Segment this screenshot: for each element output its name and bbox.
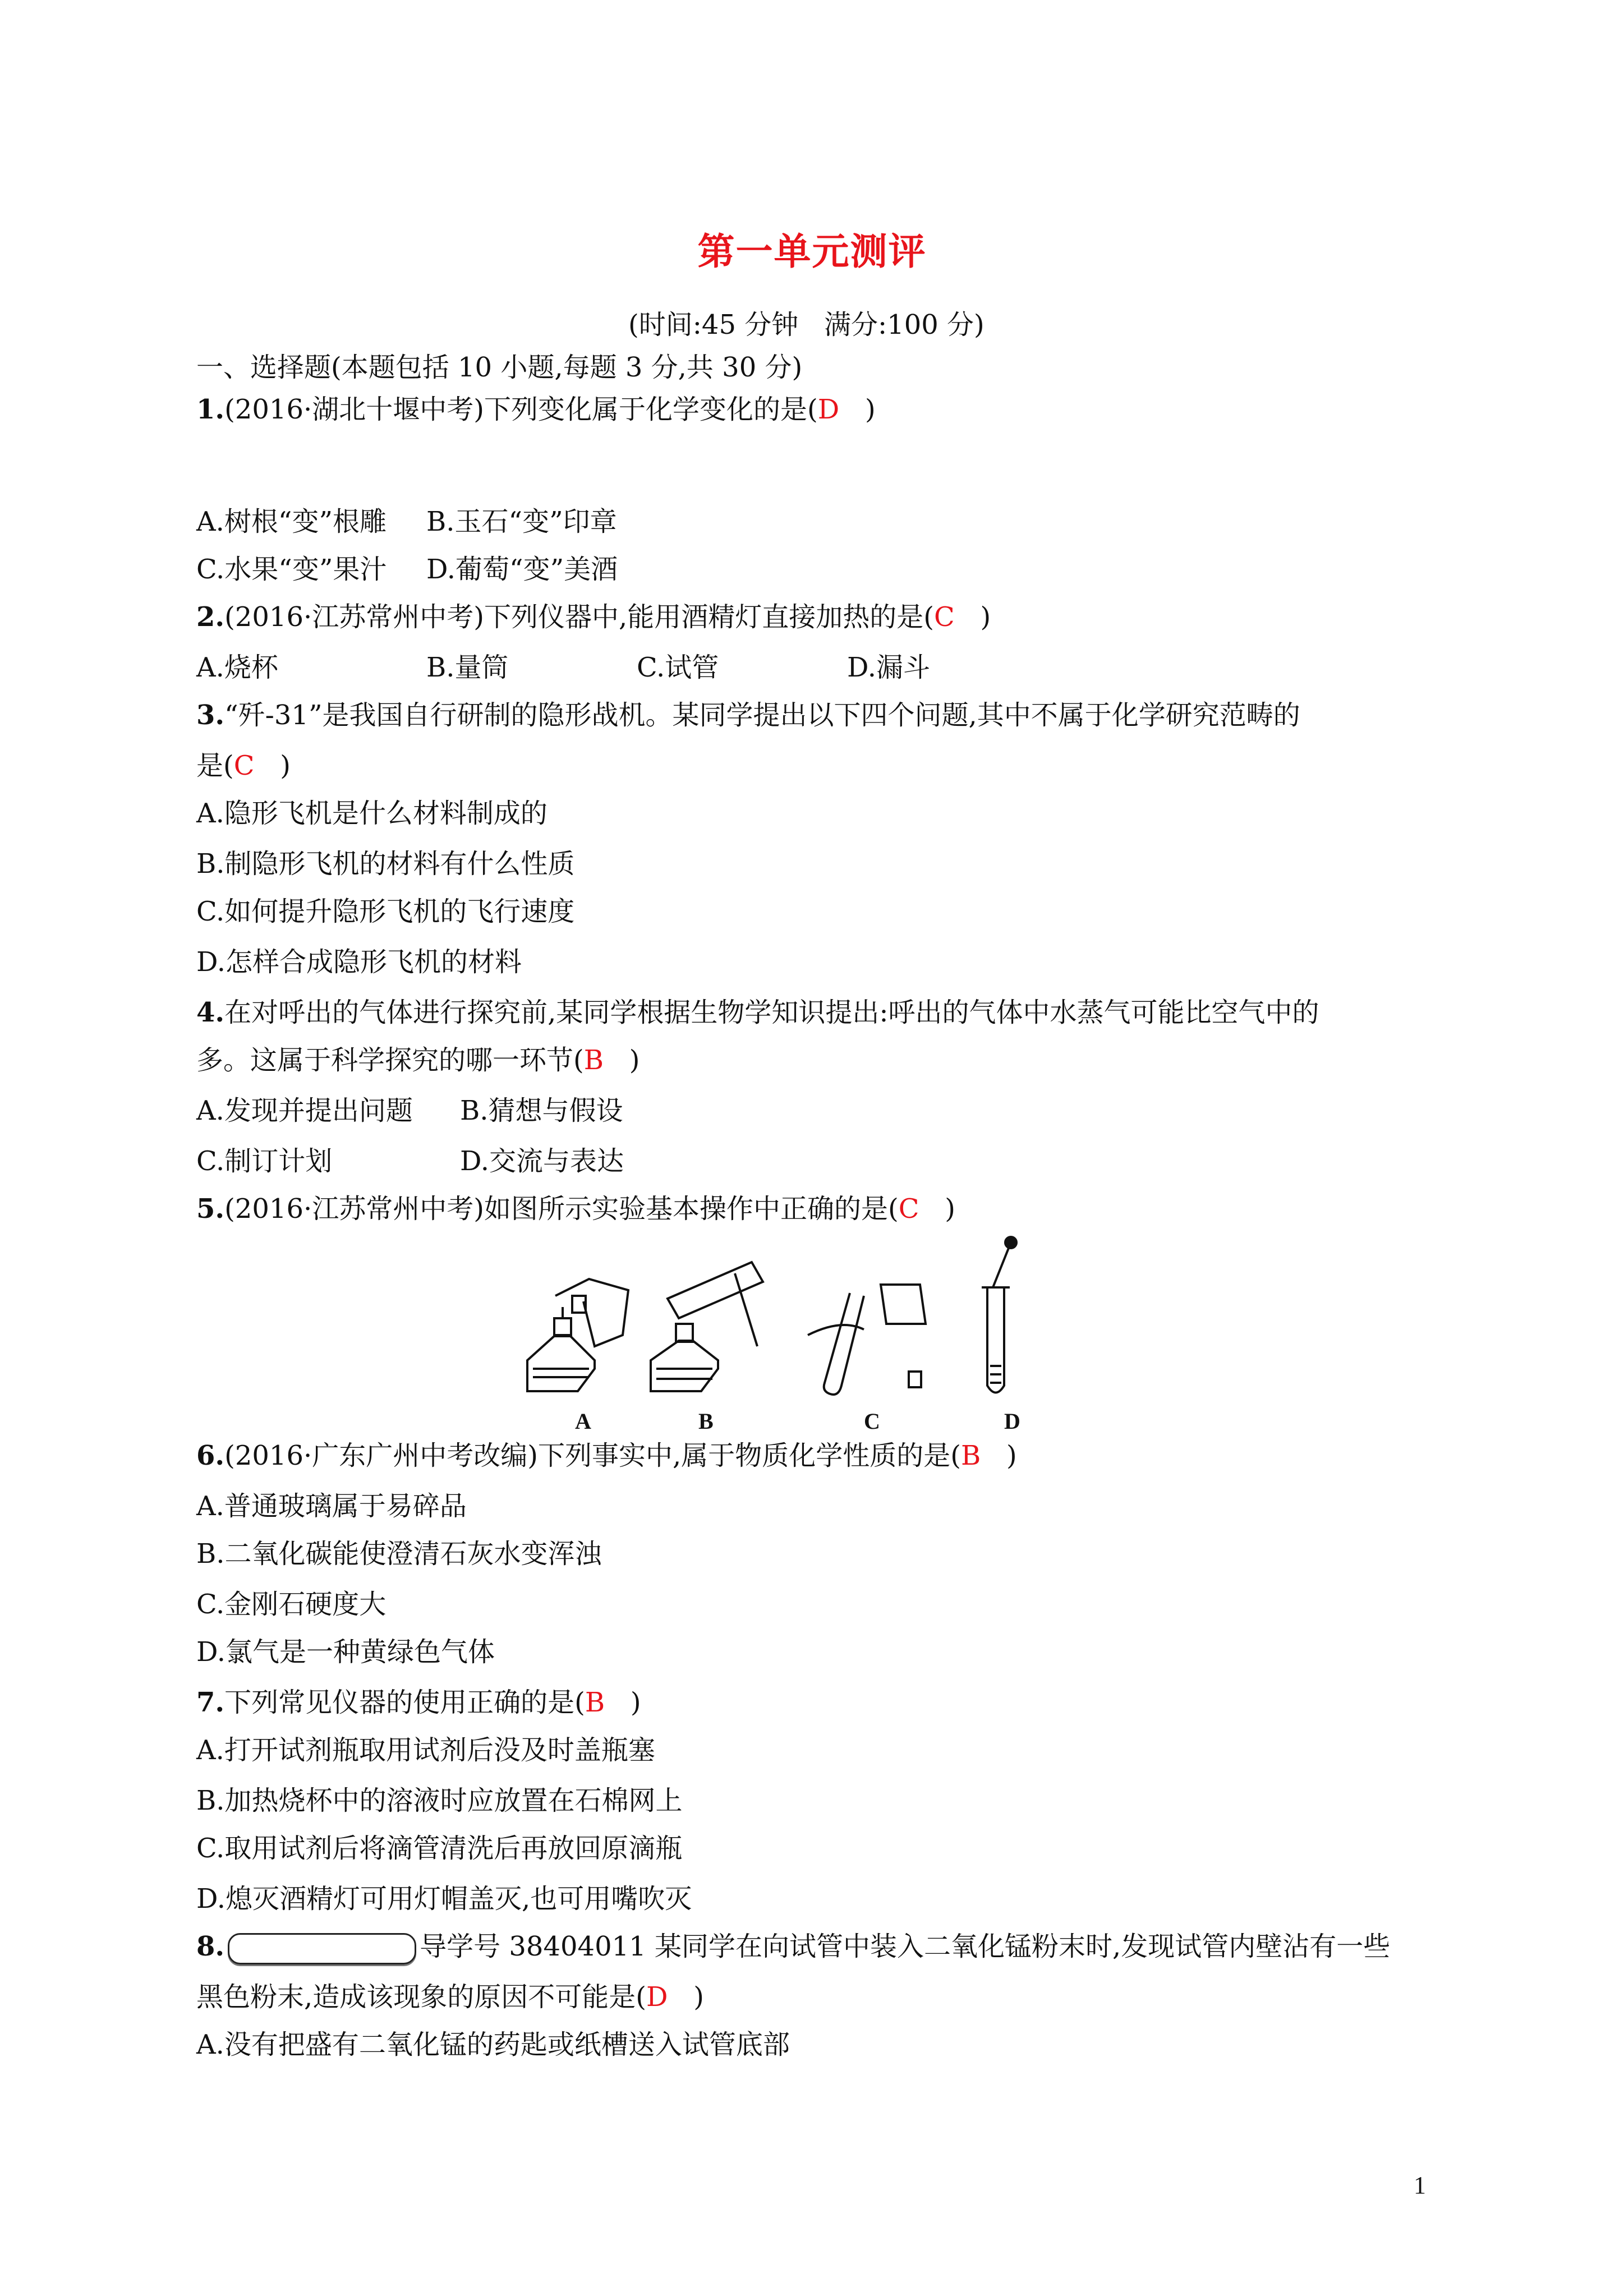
- option: D.熄灭酒精灯可用灯帽盖灭,也可用嘴吹灭: [196, 1883, 692, 1915]
- question-stem: 黑色粉末,造成该现象的原因不可能是(: [196, 1981, 646, 2013]
- option: C.金刚石硬度大: [196, 1589, 387, 1620]
- option: B.玉石“变”印章: [426, 506, 617, 537]
- question-stem: 多。这属于科学探究的哪一环节(: [196, 1045, 584, 1076]
- question-number: 5.: [196, 1193, 225, 1225]
- option: B.量筒: [426, 652, 509, 683]
- option: B.猜想与假设: [460, 1095, 623, 1126]
- answer: D: [646, 1981, 668, 2013]
- bracket-close: ): [254, 750, 291, 781]
- answer: C: [233, 750, 255, 781]
- question-number: 1.: [196, 394, 225, 425]
- question-stem: (2016·江苏常州中考)如图所示实验基本操作中正确的是(: [224, 1193, 899, 1225]
- answer: C: [898, 1193, 919, 1225]
- question-stem: (2016·湖北十堰中考)下列变化属于化学变化的是(: [224, 394, 818, 425]
- question-stem: 在对呼出的气体进行探究前,某同学根据生物学知识提出:呼出的气体中水蒸气可能比空气中的: [224, 997, 1319, 1028]
- question-3: [196, 698, 1300, 732]
- experiment-figure: [516, 1234, 1133, 1436]
- question-4: [196, 996, 1319, 1029]
- option-row: [196, 505, 617, 539]
- question-number: 6.: [196, 1440, 225, 1471]
- figure-label-c: C: [864, 1409, 880, 1434]
- figure-label-d: D: [1004, 1409, 1020, 1434]
- option: C.制订计划: [196, 1145, 333, 1177]
- bracket-close: ): [605, 1687, 641, 1718]
- lab-operations-illustration: [516, 1234, 1133, 1408]
- dropper-d-icon: [982, 1237, 1016, 1393]
- question-stem: 是(: [196, 750, 234, 781]
- question-6: [196, 1439, 1017, 1473]
- option: D.氯气是一种黄绿色气体: [196, 1636, 495, 1668]
- option: D.怎样合成隐形飞机的材料: [196, 946, 522, 978]
- option: A.打开试剂瓶取用试剂后没及时盖瓶塞: [196, 1734, 655, 1766]
- question-3-cont: [196, 749, 291, 783]
- option-row: [196, 1144, 624, 1178]
- option: D.漏斗: [847, 652, 931, 683]
- heating-test-tube-b-icon: [651, 1262, 763, 1391]
- option: D.交流与表达: [460, 1145, 624, 1177]
- question-4-cont: [196, 1043, 640, 1077]
- bracket-close: ): [981, 1440, 1017, 1471]
- question-8-cont: [196, 1980, 704, 2014]
- question-number: 7.: [196, 1687, 225, 1718]
- option: C.水果“变”果汁: [196, 554, 387, 585]
- question-number: 2.: [196, 601, 225, 633]
- answer: B: [583, 1045, 604, 1076]
- option: B.制隐形飞机的材料有什么性质: [196, 848, 575, 880]
- pouring-liquid-c-icon: [808, 1285, 926, 1395]
- figure-label-b: B: [698, 1409, 714, 1434]
- option: A.普通玻璃属于易碎品: [196, 1490, 467, 1522]
- question-number: 4.: [196, 997, 225, 1028]
- answer: C: [933, 601, 955, 633]
- option: B.二氧化碳能使澄清石灰水变浑浊: [196, 1538, 602, 1570]
- option-row: [196, 1094, 623, 1128]
- bracket-close: ): [919, 1193, 955, 1225]
- bracket-close: ): [954, 601, 991, 633]
- exam-info: (时间:45 分钟 满分:100 分): [628, 309, 984, 341]
- question-stem: (2016·广东广州中考改编)下列事实中,属于物质化学性质的是(: [224, 1440, 961, 1471]
- question-2: [196, 600, 991, 634]
- question-stem: (2016·江苏常州中考)下列仪器中,能用酒精灯直接加热的是(: [224, 601, 934, 633]
- option-row: [196, 553, 618, 586]
- question-stem: 导学号 38404011 某同学在向试管中装入二氧化锰粉末时,发现试管内壁沾有一些: [420, 1931, 1391, 1962]
- option: A.没有把盛有二氧化锰的药匙或纸槽送入试管底部: [196, 2029, 790, 2060]
- question-7: [196, 1686, 641, 1719]
- answer: D: [817, 394, 840, 425]
- option: C.试管: [637, 652, 719, 683]
- question-1: [196, 393, 876, 426]
- question-8: [196, 1930, 1390, 1964]
- bracket-close: ): [668, 1981, 704, 2013]
- section-heading: 一、选择题(本题包括 10 小题,每题 3 分,共 30 分): [196, 352, 803, 383]
- question-number: 8.: [196, 1931, 225, 1962]
- answer: B: [960, 1440, 981, 1471]
- question-number: 3.: [196, 700, 225, 731]
- option-row: [196, 651, 930, 684]
- answer: B: [585, 1687, 605, 1718]
- option: B.加热烧杯中的溶液时应放置在石棉网上: [196, 1785, 683, 1816]
- page-title: 第一单元测评: [697, 229, 927, 273]
- figure-label-a: A: [575, 1409, 591, 1434]
- guide-badge-icon: [228, 1933, 416, 1964]
- question-stem: 下列常见仪器的使用正确的是(: [224, 1687, 585, 1718]
- page-number: 1: [1414, 2171, 1426, 2199]
- option: C.取用试剂后将滴管清洗后再放回原滴瓶: [196, 1833, 683, 1864]
- option: A.烧杯: [196, 652, 278, 683]
- bracket-close: ): [604, 1045, 640, 1076]
- option: D.葡萄“变”美酒: [426, 554, 618, 585]
- option: A.隐形飞机是什么材料制成的: [196, 798, 548, 829]
- question-5: [196, 1192, 955, 1226]
- option: A.树根“变”根雕: [196, 506, 387, 537]
- alcohol-lamp-a-icon: [527, 1279, 628, 1391]
- option: A.发现并提出问题: [196, 1095, 413, 1126]
- question-stem: “歼-31”是我国自行研制的隐形战机。某同学提出以下四个问题,其中不属于化学研究范畴的: [224, 700, 1300, 731]
- option: C.如何提升隐形飞机的飞行速度: [196, 896, 575, 927]
- bracket-close: ): [839, 394, 876, 425]
